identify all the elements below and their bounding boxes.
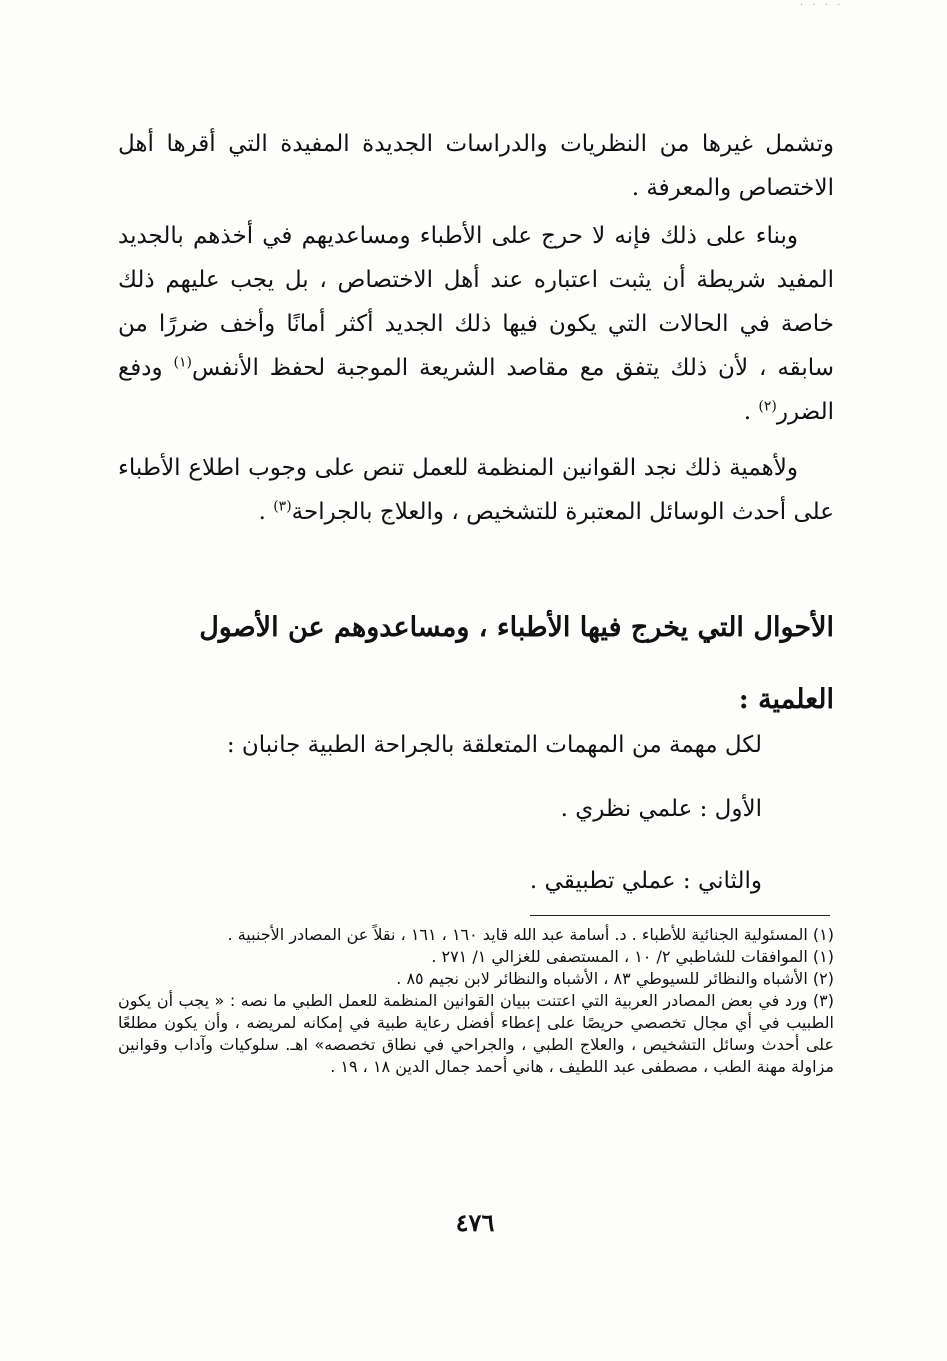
- footnote-divider: [530, 915, 830, 916]
- paragraph-2-tail: .: [743, 399, 759, 425]
- footnote-ref-3: (٣): [273, 498, 292, 515]
- footnote-1: (١) المسئولية الجنائية للأطباء . د. أسامة عبد الله قايد ١٦٠ ، ١٦١ ، نقلاً عن المصادر الأجنبية .: [227, 925, 834, 944]
- paragraph-3-text: ولأهمية ذلك نجد القوانين المنظمة للعمل تنص على وجوب اطلاع الأطباء على أحدث الوسائل المعتبرة للتشخيص ، والعلاج بالجراحة: [118, 455, 834, 525]
- footnote-2: (١) الموافقات للشاطبي ٢/ ١٠ ، المستصفى للغزالي ١/ ٢٧١ .: [431, 947, 834, 966]
- paragraph-3-tail: .: [258, 499, 274, 525]
- list-item-2: والثاني : عملي تطبيقي .: [529, 868, 762, 894]
- footnote-4: (٣) ورد في بعض المصادر العربية التي اعتنت ببيان القوانين المنظمة للعمل الطبي ما نصه : « يجب أن يكون الطبيب في أي مجال تخصصي حريصًا على إعطاء أفضل رعاية طبية في إمكانه لمريضه ، وأن يكون مطلعًا على أحدث وسائل التشخيص ، والعلاج الطبي ، والجراحي في نطاق تخصصه» اهـ. سلوكيات وآداب وقوانين مزاولة مهنة الطب ، مصطفى عبد اللطيف ، هاني أحمد جمال الدين ١٨ ، ١٩ .: [118, 991, 834, 1076]
- paragraph-2-middle: ودفع الضرر: [118, 355, 834, 425]
- paragraph-2-text: وبناء على ذلك فإنه لا حرج على الأطباء ومساعديهم في أخذهم بالجديد المفيد شريطة أن يثبت اعتباره عند أهل الاختصاص ، بل يجب عليهم ذلك خاصة في الحالات التي يكون فيها ذلك الجديد أكثر أمانًا وأخف ضررًا من سابقه ، لأن ذلك يتفق مع مقاصد الشريعة الموجبة لحفظ الأنفس: [118, 223, 835, 381]
- list-item-1: الأول : علمي نظري .: [560, 796, 762, 822]
- paragraph-2: [118, 214, 834, 434]
- footnote-ref-2: (٢): [758, 398, 777, 415]
- paragraph-1-text: وتشمل غيرها من النظريات والدراسات الجديدة المفيدة التي أقرها أهل الاختصاص والمعرفة .: [118, 131, 834, 201]
- footnote-ref-1: (١): [173, 354, 192, 371]
- section-heading: الأحوال التي يخرج فيها الأطباء ، ومساعدوهم عن الأصول العلمية :: [199, 612, 834, 715]
- page-number: ٤٧٦: [455, 1208, 495, 1237]
- corner-mark: · · · ·: [800, 0, 844, 11]
- paragraph-3: [118, 446, 834, 534]
- footnotes: [118, 924, 834, 1078]
- paragraph-1: [118, 122, 834, 210]
- intro-line: لكل مهمة من المهمات المتعلقة بالجراحة الطبية جانبان :: [226, 732, 762, 758]
- footnote-3: (٢) الأشباه والنظائر للسيوطي ٨٣ ، الأشباه والنظائر لابن نجيم ٨٥ .: [396, 969, 834, 988]
